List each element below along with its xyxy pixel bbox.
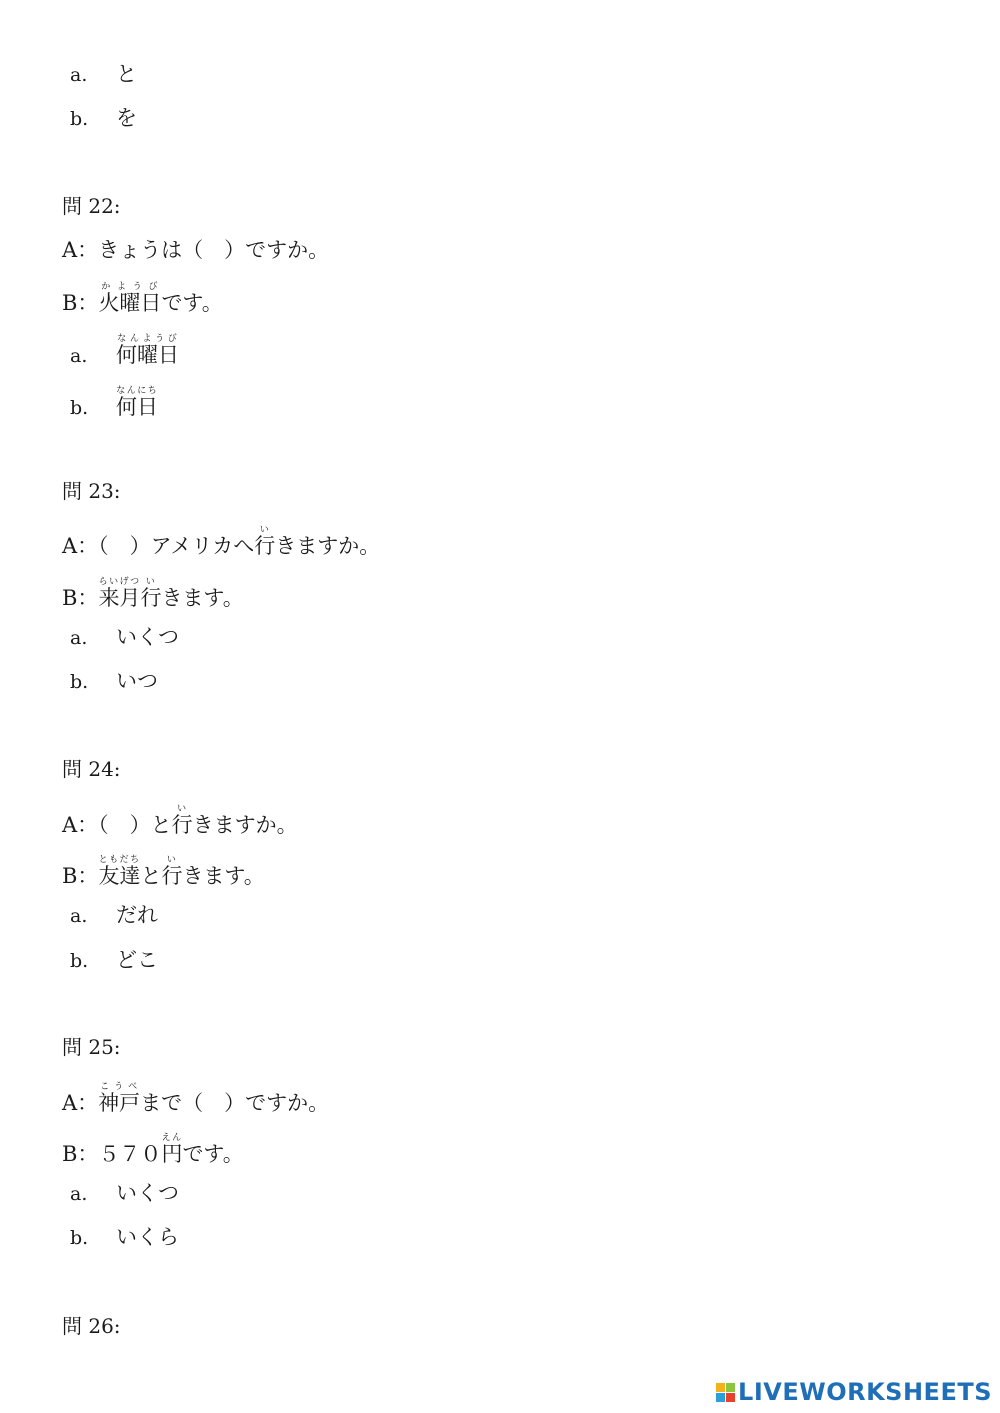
option-b[interactable]	[70, 946, 158, 975]
liveworksheets-logo	[716, 1379, 992, 1405]
option-letter: a.	[70, 64, 88, 86]
option-letter: a.	[70, 1183, 88, 1205]
furigana-word: 友達ともだち	[98, 855, 141, 888]
sentence-text: （ ）と	[98, 813, 172, 837]
question-22-label: 問 22:	[62, 194, 121, 218]
sentence-text: ５７０	[98, 1142, 162, 1166]
sentence-text: きます。	[161, 586, 244, 610]
option-letter: a.	[70, 905, 88, 927]
question-22-line-b	[62, 282, 223, 317]
question-25-label: 問 25:	[62, 1035, 121, 1059]
furigana-word: 円えん	[161, 1133, 183, 1166]
sentence-text: （ ）アメリカへ	[98, 534, 255, 558]
sentence-text: きます。	[182, 864, 265, 888]
option-b[interactable]	[70, 386, 158, 422]
option-a[interactable]	[70, 901, 158, 930]
option-a[interactable]	[70, 334, 179, 370]
question-26-label: 問 26:	[62, 1314, 121, 1338]
sentence-text: きますか。	[192, 813, 298, 837]
question-23-label: 問 23:	[62, 479, 121, 503]
option-letter: a.	[70, 345, 88, 367]
question-24-line-b	[62, 855, 265, 890]
option-letter: b.	[70, 950, 89, 972]
speaker-b: B：	[62, 1142, 99, 1166]
question-25-line-a	[62, 1082, 329, 1117]
sentence-text: きますか。	[275, 534, 381, 558]
question-25-line-b	[62, 1133, 244, 1168]
option-text: と	[116, 62, 137, 86]
sentence-text: です。	[182, 1142, 244, 1166]
option-text: いつ	[116, 669, 158, 693]
logo-mark-icon	[716, 1383, 735, 1402]
option-letter: b.	[70, 108, 89, 130]
furigana-word: 行い	[161, 855, 183, 888]
furigana-word: 火曜日かようび	[98, 282, 162, 315]
option-a[interactable]	[70, 623, 179, 652]
question-23-line-a	[62, 525, 380, 560]
furigana-word: 行い	[140, 577, 162, 610]
option-text: どこ	[116, 948, 158, 972]
option-text: いくつ	[116, 625, 179, 649]
sentence-text: きょうは（ ）ですか。	[98, 238, 330, 262]
option-a[interactable]	[70, 1179, 179, 1208]
option-text: いくら	[116, 1225, 179, 1249]
furigana-word: 行い	[171, 804, 193, 837]
speaker-a: A：	[62, 813, 99, 837]
speaker-b: B：	[62, 586, 99, 610]
option-letter: b.	[70, 397, 89, 419]
sentence-text: と	[140, 864, 162, 888]
speaker-a: A：	[62, 238, 99, 262]
speaker-a: A：	[62, 534, 99, 558]
furigana-word: 行い	[254, 525, 276, 558]
option-letter: b.	[70, 671, 89, 693]
sentence-text: です。	[161, 291, 223, 315]
furigana-word: 神戸こうべ	[98, 1082, 141, 1115]
question-24-label: 問 24:	[62, 757, 121, 781]
option-text: 何曜日なんようび	[116, 334, 179, 367]
option-a[interactable]	[70, 60, 137, 89]
option-text: だれ	[116, 903, 158, 927]
question-24-line-a	[62, 804, 298, 839]
option-text: いくつ	[116, 1181, 179, 1205]
question-22-line-a	[62, 236, 329, 264]
speaker-b: B：	[62, 291, 99, 315]
option-letter: b.	[70, 1227, 89, 1249]
sentence-text: まで（ ）ですか。	[140, 1091, 330, 1115]
option-b[interactable]	[70, 1223, 179, 1252]
question-23-line-b	[62, 577, 244, 612]
logo-text: LIVEWORKSHEETS	[738, 1378, 992, 1406]
option-b[interactable]	[70, 667, 158, 696]
speaker-a: A：	[62, 1091, 99, 1115]
speaker-b: B：	[62, 864, 99, 888]
option-b[interactable]	[70, 104, 137, 133]
option-text: を	[116, 106, 137, 130]
option-letter: a.	[70, 627, 88, 649]
furigana-word: 来月らいげつ	[98, 577, 141, 610]
option-text: 何日なんにち	[116, 386, 158, 419]
